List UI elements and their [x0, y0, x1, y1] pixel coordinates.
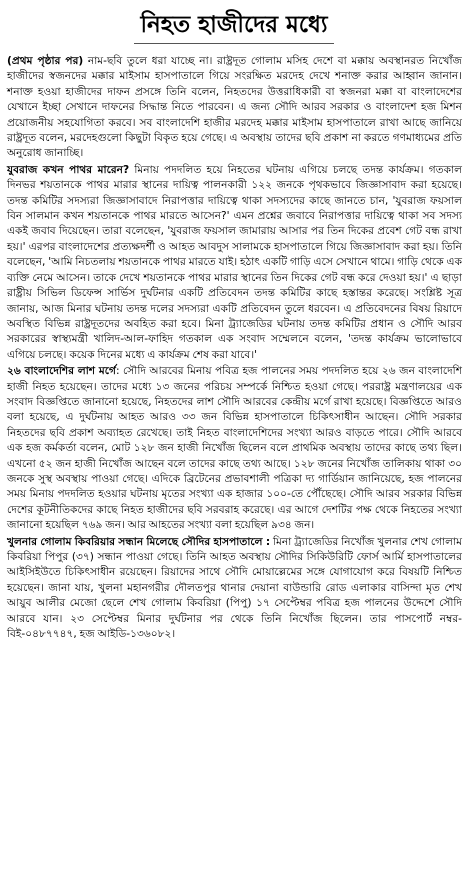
subheading: খুলনার গোলাম কিবরিয়ার সন্ধান মিলেছে সৌদির হাসপাতালে : — [7, 535, 271, 548]
paragraph-text: নাম-ছবি তুলে ধরা যাচ্ছে না। রাষ্ট্রদূত গোলাম মসিহ দেশে বা মক্কায় অবস্থানরত নিখোঁজ হাজীদের স্বজনদের মক্কার মাইসাম হাসপাতালে গিয়ে সংরক্ষিত মরদেহ দেখে শনাক্ত করার আহ্বান জানান। শনাক্ত হওয়া হাজীদের দাফন প্রসঙ্গে তিনি বলেন, নিহতদের উত্তরাধিকারী বা স্বজনরা মক্কা বা বাংলাদেশের যেখানে ইচ্ছা সেখানে দাফনের সিদ্ধান্ত নিতে পারবেন। এ জন্য সৌদি আরব সরকার ও বাংলাদেশ হজ মিশন প্রয়োজনীয় সহযোগিতা করবে। সব বাংলাদেশি হাজীর মরদেহ মক্কার মাইসাম হাসপাতালে রাখা আছে জানিয়ে রাষ্ট্রদূত বলেন, মরদেহগুলো কিছুটা বিকৃত হয়ে গেছে। এ অবস্থায় তাদের ছবি প্রকাশ না করতে গণমাধ্যমের প্রতি অনুরোধ জানাচ্ছি। — [7, 55, 462, 160]
headline-area — [0, 0, 468, 54]
paragraph-text: : সৌদি আরবের মিনায় পবিত্র হজ পালনের সময় পদদলিত হয়ে ২৬ জন বাংলাদেশি হাজী নিহত হয়েছেন। তাদের মধ্যে ১৩ জনের পরিচয় সম্পর্কে নিশ্চিত হওয়া গেছে। পররাষ্ট্র মন্ত্রণালয়ের এক সংবাদ বিজ্ঞপ্তিতে জানানো হয়েছে, নিহতদের লাশ সৌদি আরবের কেন্দ্রীয় মর্গে রাখা হয়েছে। বিজ্ঞপ্তিতে আরও বলা হয়েছে, এ দুর্ঘটনায় আহত আরও ৩৩ জন বিভিন্ন হাসপাতালে চিকিৎসাধীন আছেন। সৌদি সরকার নিহতদের ছবি প্রকাশ অব্যাহত রেখেছে। তাই নিহত বাংলাদেশিদের সংখ্যা আরও বাড়তে পারে। সৌদি আরবে এক হজ কর্মকর্তা বলেন, মোট ১২৮ জন হাজী নিখোঁজ ছিলেন বলে প্রাথমিক অবস্থায় তাদের কাছে তথ্য ছিল। এখনো ৫২ জন হাজী নিখোঁজ আছেন বলে তাদের কাছে তথ্য আছে। ১২৮ জনের নিখোঁজ তালিকায় থাকা ৩০ জনকে সুস্থ অবস্থায় পাওয়া গেছে। এদিকে ব্রিটেনের প্রভাবশালী পত্রিকা দ্য গার্ডিয়ান জানিয়েছে, হজ পালনের সময় মিনায় পদদলিত হওয়ার ঘটনায় মৃতের সংখ্যা এক হাজার ১০০-তে পৌঁছেছে। সৌদি আরব সরকার বিভিন্ন দেশের কূটনীতিকদের কাছে নিহত হাজীদের ছবি সরবরাহ করেছে। এর আগে দেশটির পক্ষ থেকে নিহতের সংখ্যা জানানো হয়েছিল ৭৬৯ জন। আর আহতের সংখ্যা বলা হয়েছিল ৯৩৪ জন। — [7, 365, 462, 532]
paragraph-khulna — [7, 535, 462, 643]
paragraph-crown-prince — [7, 163, 462, 363]
paragraph-text: মিনা ট্র্যাজেডির নিখোঁজ খুলনার শেখ গোলাম কিবরিয়া পিপুর (৩৭) সন্ধান পাওয়া গেছে। তিনি আহত অবস্থায় সৌদির সিকিউরিটি ফোর্স আর্মি হাসপাতালের আইসিইউতে চিকিৎসাধীন রয়েছেন। রিয়াদের সাথে সৌদি মোয়াল্লেমের সঙ্গে যোগাযোগ করে বিষয়টি নিশ্চিত হয়েছেন। জানা যায়, খুলনা মহানগরীর দৌলতপুর থানার দেয়ানা বাউন্ডারি রোড এলাকার বাসিন্দা মৃত শেখ আয়ুব আলীর মেজো ছেলে শেখ গোলাম কিবরিয়া (পিপু) ১৭ সেপ্টেম্বর পবিত্র হজ পালনের উদ্দেশে সৌদি আরবে যান। ২৩ সেপ্টেম্বর মিনার দুর্ঘটনার পর থেকে তিনি নিখোঁজ ছিলেন। তার পাসপোর্ট নম্বর- বিই-০৪৮৭৭৪৭, হজ আইডি-১৩৬০৮২। — [7, 535, 463, 641]
paragraph-intro — [7, 54, 462, 162]
subheading: ২৬ বাংলাদেশির লাশ মর্গে — [7, 365, 116, 378]
paragraph-text: মিনায় পদদলিত হয়ে নিহতের ঘটনায় এগিয়ে চলছে তদন্ত কার্যক্রম। গতকাল দিনভর শয়তানকে পাথর মারার স্থানের দায়িত্ব পালনকারী ১২২ জনকে পৃথকভাবে জিজ্ঞাসাবাদ করা হয়েছে। তদন্ত কমিটির সদস্যরা জিজ্ঞাসাবাদে নিরাপত্তার দায়িত্বে থাকা সদস্যদের কাছে জানতে চান, 'যুবরাজ ফয়সাল বিন সালমান কখন শয়তানকে পাথর মারতে আসেন?' এমন প্রশ্নের জবাবে নিরাপত্তার দায়িত্বে থাকা সব সদস্য একই জবাব দিয়েছেন। তারা বলেছেন, 'যুবরাজ ফয়সাল জামারায় আসার পর তিন দিকের প্রবেশ গেট বন্ধ রাখা হয়।' এরপর বাংলাদেশের প্রত্যক্ষদর্শী ও আহত আবদুস সালামকে হাসপাতালে গিয়ে জিজ্ঞাসাবাদ করা হয়। তিনি বলেছেন, 'আমি নিচতলায় শয়তানকে পাথর মারতে যাই। হঠাৎ একটি গাড়ি এসে সেখানে থামে। গাড়ি থেকে এক ব্যক্তি নেমে আসেন। তাকে দেখে শয়তানকে পাথর মারার স্থানের তিন দিকের গেট বন্ধ করে দেওয়া হয়।' এ ছাড়া রাষ্ট্রীয় সিভিল ডিফেন্স সার্ভিস দুর্ঘটনার একটি প্রতিবেদন তদন্ত কমিটির কাছে হস্তান্তর করেছে। সংশ্লিষ্ট সূত্র জানায়, আজ মিনার ঘটনায় তদন্ত দলের সদস্যরা একটি প্রতিবেদন তুলে ধরবেন। এ প্রতিবেদনের বিষয় রিয়াদে অবস্থিত বিভিন্ন রাষ্ট্রদূতদের অবহিত করা হবে। মিনা ট্র্যাজেডির ঘটনায় তদন্ত কমিটির প্রধান ও সৌদি আরব সরকারের স্বাস্থ্যমন্ত্রী খালিদ-আল-ফাহিদ গতকাল এক সংবাদ সম্মেলনে বলেন, 'তদন্ত কার্যক্রম ভালোভাবে এগিয়ে চলছে। কয়েক দিনের মধ্যে এ কার্যক্রম শেষ করা যাবে।' — [7, 163, 463, 361]
continuation-marker: (প্রথম পৃষ্ঠার পর) — [7, 55, 84, 67]
paragraph-morgue — [7, 364, 462, 533]
article-body — [0, 54, 468, 642]
subheading: যুবরাজ কখন পাথর মারেন? — [7, 163, 130, 176]
headline: নিহত হাজীদের মধ্যে — [134, 10, 333, 44]
